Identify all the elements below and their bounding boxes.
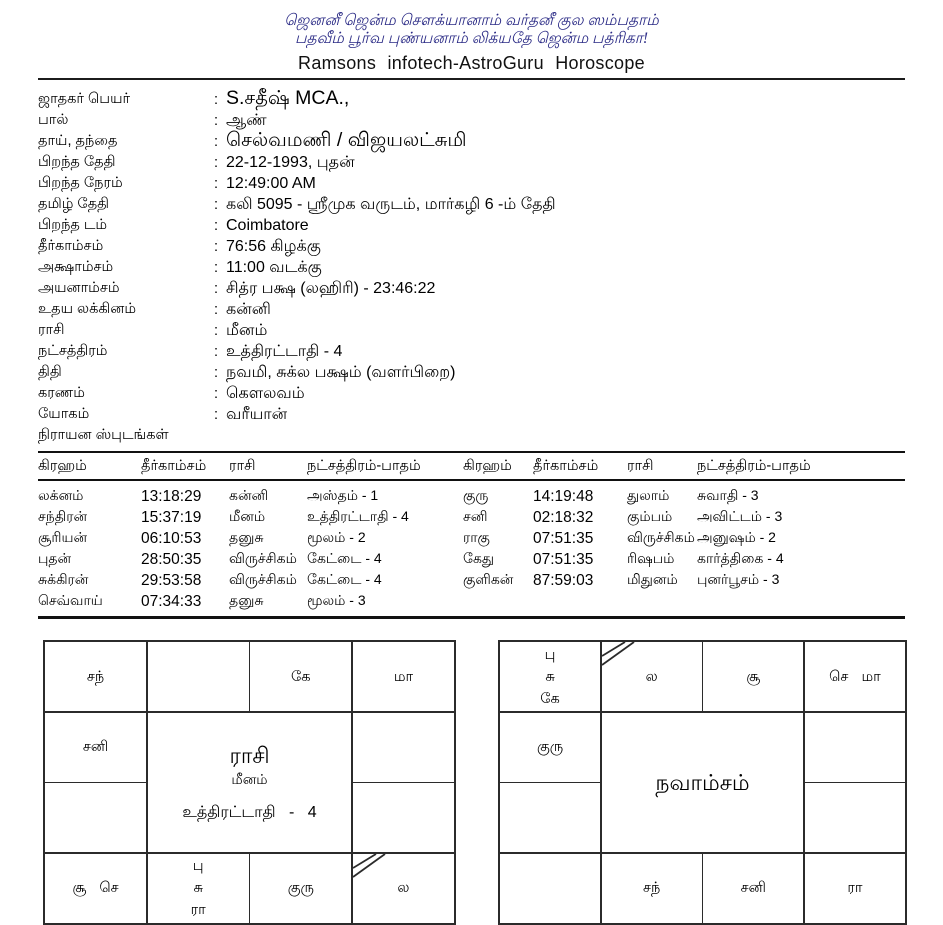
rasi-chart bbox=[43, 640, 456, 925]
planet-table-cell: மூலம் - 2 bbox=[307, 529, 366, 545]
detail-row bbox=[38, 362, 943, 383]
planet-table-cell: கும்பம் bbox=[627, 508, 673, 524]
detail-label: பிறந்த டம் bbox=[38, 216, 108, 233]
planet-table-cell: ரிஷபம் bbox=[627, 550, 675, 566]
detail-row bbox=[38, 299, 943, 320]
planet-table-cell: செவ்வாய் bbox=[38, 592, 103, 608]
charts-row bbox=[43, 640, 943, 925]
detail-colon: : bbox=[214, 91, 219, 108]
chart-cell-r3c4 bbox=[353, 783, 454, 852]
planet-table-cell: லக்னம் bbox=[38, 487, 84, 503]
planet-table-cell bbox=[463, 591, 533, 612]
detail-label: கரணம் bbox=[38, 384, 85, 401]
planet-table-cell: புனர்பூசம் - 3 bbox=[697, 571, 780, 587]
planet-table-cell: கேது bbox=[463, 550, 495, 566]
planet-table-cell: 29:53:58 bbox=[141, 571, 202, 589]
chart-cell-text: ல bbox=[645, 668, 658, 685]
chart-cell-r1c4 bbox=[353, 642, 454, 711]
detail-label: தமிழ் தேதி bbox=[38, 195, 110, 212]
chart-cell-r1c1 bbox=[500, 642, 600, 711]
planet-table-cell bbox=[627, 591, 697, 612]
chart-cell-r3c4 bbox=[805, 783, 905, 852]
chart-cell-text: கே bbox=[291, 668, 311, 685]
chart-cell-text: சந் bbox=[643, 880, 661, 897]
planet-table-cell: 06:10:53 bbox=[141, 529, 202, 547]
chart-cell-r4c1 bbox=[45, 854, 146, 923]
planet-table-header-cell: ராசி bbox=[627, 453, 697, 481]
planet-table-cell: கேட்டை - 4 bbox=[307, 550, 382, 566]
detail-value: வரீயான் bbox=[226, 405, 288, 423]
detail-colon: : bbox=[214, 364, 219, 381]
planet-table-cell: 28:50:35 bbox=[141, 550, 202, 568]
detail-row bbox=[38, 236, 943, 257]
detail-colon: : bbox=[214, 196, 219, 213]
detail-label: அக்ஷாம்சம் bbox=[38, 258, 114, 275]
detail-label: யோகம் bbox=[38, 405, 90, 422]
chart-cell-text: சூ செ bbox=[72, 880, 119, 897]
detail-value: கௌலவம் bbox=[226, 384, 305, 402]
detail-row bbox=[38, 404, 943, 425]
chart-cell-text: ரா bbox=[190, 902, 206, 919]
planet-table-header-cell: கிரஹம் bbox=[38, 453, 141, 481]
chart-cell-r4c2 bbox=[148, 854, 249, 923]
detail-label: தீர்காம்சம் bbox=[38, 237, 104, 254]
detail-label: தாய், தந்தை bbox=[38, 132, 118, 149]
detail-colon: : bbox=[214, 343, 219, 360]
planet-table-cell: மீனம் bbox=[229, 508, 266, 524]
chart-cell-text: சனி bbox=[82, 739, 109, 756]
detail-value: 76:56 கிழக்கு bbox=[226, 237, 321, 255]
planet-table-cell: கேட்டை - 4 bbox=[307, 571, 382, 587]
detail-value: ஆண் bbox=[226, 111, 267, 129]
chart-cell-r4c4 bbox=[805, 854, 905, 923]
planet-table-cell: குரு bbox=[463, 487, 489, 503]
detail-label: ராசி bbox=[38, 321, 65, 338]
chart-cell-text: சு bbox=[545, 668, 555, 685]
detail-value: செல்வமணி / விஜயலட்சுமி bbox=[226, 129, 467, 151]
chart-cell-text: குரு bbox=[287, 880, 314, 897]
detail-value: மீனம் bbox=[226, 321, 268, 339]
detail-row bbox=[38, 320, 943, 341]
chart-center-text: மீனம் bbox=[231, 770, 268, 787]
planet-table-cell: ராகு bbox=[463, 529, 490, 545]
planet-table-cell: சூரியன் bbox=[38, 529, 88, 545]
page-title: Ramsons infotech-AstroGuru Horoscope bbox=[298, 53, 645, 73]
planet-table-cell: கன்னி bbox=[229, 487, 269, 503]
planet-table-cell: அவிட்டம் - 3 bbox=[697, 508, 783, 524]
birth-details-list bbox=[38, 89, 943, 446]
chart-cell-r3c1 bbox=[45, 783, 146, 852]
chart-cell-text: குரு bbox=[536, 739, 564, 756]
chart-cell-r2c4 bbox=[353, 713, 454, 782]
chart-center-text: உத்திரட்டாதி - 4 bbox=[182, 803, 317, 821]
invocation-line-2: பதவீம் பூர்வ புண்யனாம் லிக்யதே ஜென்ம பத்ரிகா! bbox=[294, 30, 649, 47]
planet-table-cell: 07:51:35 bbox=[533, 550, 594, 568]
chart-cell-text: பு bbox=[192, 858, 204, 875]
planet-table-cell: 07:34:33 bbox=[141, 592, 202, 610]
detail-colon: : bbox=[214, 406, 219, 423]
title-divider bbox=[38, 78, 905, 80]
planet-table-cell: 14:19:48 bbox=[533, 487, 594, 505]
planet-table-header-cell: நட்சத்திரம்-பாதம் bbox=[697, 453, 905, 481]
detail-row bbox=[38, 131, 943, 152]
chart-cell-r4c4 bbox=[353, 854, 454, 923]
invocation-block bbox=[0, 0, 943, 48]
detail-label: திதி bbox=[38, 363, 62, 380]
detail-label: அயனாம்சம் bbox=[38, 279, 120, 296]
detail-colon: : bbox=[214, 238, 219, 255]
planet-table-cell: குளிகன் bbox=[463, 571, 514, 587]
detail-row bbox=[38, 110, 943, 131]
planet-table-header-cell: ராசி bbox=[229, 453, 307, 481]
planet-table-cell: சந்திரன் bbox=[38, 508, 88, 524]
chart-cell-r1c2 bbox=[148, 642, 249, 711]
chart-cell-r2c1 bbox=[500, 713, 600, 782]
detail-row bbox=[38, 257, 943, 278]
planet-table-cell: துலாம் bbox=[627, 487, 670, 503]
detail-row bbox=[38, 215, 943, 236]
planet-table-cell bbox=[697, 591, 905, 612]
planet-table-cell: விருச்சிகம் bbox=[229, 550, 297, 566]
chart-center-text: நவாம்சம் bbox=[655, 769, 750, 795]
detail-value: கன்னி bbox=[226, 300, 271, 318]
planet-table-cell bbox=[533, 591, 627, 612]
invocation-line-1: ஜெனனீ ஜென்ம சௌக்யானாம் வர்தனீ குல ஸம்பதாம் bbox=[284, 12, 659, 29]
planet-table-cell: தனுசு bbox=[229, 592, 264, 608]
chart-cell-text: கே bbox=[540, 690, 560, 707]
navamsa-chart bbox=[498, 640, 907, 925]
detail-value: உத்திரட்டாதி - 4 bbox=[226, 342, 343, 360]
detail-value: Coimbatore bbox=[226, 216, 309, 234]
planet-table-cell: அஸ்தம் - 1 bbox=[307, 487, 379, 503]
planet-table-cell: 13:18:29 bbox=[141, 487, 202, 505]
chart-cell-r2c1 bbox=[45, 713, 146, 782]
detail-label: பிறந்த நேரம் bbox=[38, 174, 123, 191]
detail-colon: : bbox=[214, 322, 219, 339]
chart-cell-r4c1 bbox=[500, 854, 600, 923]
planet-table-header-cell: தீர்காம்சம் bbox=[141, 453, 229, 481]
detail-colon: : bbox=[214, 154, 219, 171]
detail-row bbox=[38, 383, 943, 404]
chart-cell-r1c2 bbox=[602, 642, 702, 711]
detail-colon: : bbox=[214, 385, 219, 402]
chart-center bbox=[148, 713, 352, 853]
detail-value: நவமி, சுக்ல பக்ஷம் (வளர்பிறை) bbox=[226, 363, 456, 381]
detail-label: நட்சத்திரம் bbox=[38, 342, 108, 359]
detail-value: சித்ர பக்ஷ (லஹிரி) - 23:46:22 bbox=[226, 279, 436, 297]
detail-row bbox=[38, 194, 943, 215]
planet-table-cell: 07:51:35 bbox=[533, 529, 594, 547]
detail-colon: : bbox=[214, 280, 219, 297]
chart-cell-text: சு bbox=[193, 880, 203, 897]
planet-table-cell: மிதுனம் bbox=[627, 571, 678, 587]
detail-colon: : bbox=[214, 301, 219, 318]
chart-cell-r4c3 bbox=[703, 854, 803, 923]
planet-table-cell: சுவாதி - 3 bbox=[697, 487, 759, 503]
planet-table-cell: சுக்கிரன் bbox=[38, 571, 89, 587]
chart-cell-text: மா bbox=[393, 668, 414, 685]
detail-value: S.சதீஷ் MCA., bbox=[226, 87, 350, 109]
detail-colon: : bbox=[214, 217, 219, 234]
chart-center bbox=[602, 713, 804, 853]
details-section-label-row bbox=[38, 425, 943, 446]
detail-value: 12:49:00 AM bbox=[226, 174, 316, 192]
planet-table-cell: புதன் bbox=[38, 550, 72, 566]
detail-colon: : bbox=[214, 133, 219, 150]
detail-row bbox=[38, 341, 943, 362]
chart-cell-text: சனி bbox=[740, 880, 766, 897]
chart-cell-r1c1 bbox=[45, 642, 146, 711]
chart-cell-r2c4 bbox=[805, 713, 905, 782]
planet-table-cell: 87:59:03 bbox=[533, 571, 594, 589]
planet-table-cell: அனுஷம் - 2 bbox=[697, 529, 776, 545]
planet-table-cell: விருச்சிகம் bbox=[229, 571, 297, 587]
detail-row bbox=[38, 89, 943, 110]
planet-table-cell: உத்திரட்டாதி - 4 bbox=[307, 508, 409, 524]
detail-colon: : bbox=[214, 112, 219, 129]
detail-row bbox=[38, 173, 943, 194]
chart-cell-r3c1 bbox=[500, 783, 600, 852]
lagna-marker-icon bbox=[602, 642, 638, 668]
detail-label: பால் bbox=[38, 111, 69, 128]
chart-cell-r4c3 bbox=[250, 854, 351, 923]
detail-colon: : bbox=[214, 259, 219, 276]
planet-table-header-cell: தீர்காம்சம் bbox=[533, 453, 627, 481]
chart-cell-text: ல bbox=[397, 880, 410, 897]
detail-label: ஜாதகர் பெயர் bbox=[38, 90, 131, 107]
chart-cell-text: செ மா bbox=[829, 668, 881, 685]
chart-cell-text: சந் bbox=[86, 668, 105, 685]
chart-cell-r1c3 bbox=[250, 642, 351, 711]
chart-cell-r1c3 bbox=[703, 642, 803, 711]
planet-table-cell: 02:18:32 bbox=[533, 508, 594, 526]
detail-label: பிறந்த தேதி bbox=[38, 153, 116, 170]
chart-cell-r4c2 bbox=[602, 854, 702, 923]
planet-table-cell: 15:37:19 bbox=[141, 508, 202, 526]
planet-table-header-cell: கிரஹம் bbox=[463, 453, 533, 481]
detail-label: உதய லக்கினம் bbox=[38, 300, 136, 317]
detail-label: நிராயன ஸ்புடங்கள் bbox=[38, 426, 169, 443]
lagna-marker-icon bbox=[353, 854, 389, 880]
planet-table-cell: தனுசு bbox=[229, 529, 264, 545]
detail-value: 22-12-1993, புதன் bbox=[226, 153, 355, 171]
detail-row bbox=[38, 278, 943, 299]
detail-value: கலி 5095 - ஸ்ரீமுக வருடம், மார்கழி 6 -ம் தேதி bbox=[226, 195, 556, 213]
chart-cell-r1c4 bbox=[805, 642, 905, 711]
detail-value: 11:00 வடக்கு bbox=[226, 258, 322, 276]
planet-table-cell: சனி bbox=[463, 508, 488, 524]
chart-cell-text: ரா bbox=[847, 880, 863, 897]
detail-colon: : bbox=[214, 175, 219, 192]
chart-cell-text: பு bbox=[544, 646, 556, 663]
chart-cell-text: சூ bbox=[746, 668, 761, 685]
chart-center-text: ராசி bbox=[229, 742, 270, 768]
planet-table-cell: விருச்சிகம் bbox=[627, 529, 695, 545]
planet-table-cell: கார்த்திகை - 4 bbox=[697, 550, 784, 566]
planet-table-cell: மூலம் - 3 bbox=[307, 592, 366, 608]
detail-row bbox=[38, 152, 943, 173]
planet-table-header-cell: நட்சத்திரம்-பாதம் bbox=[307, 453, 463, 481]
planet-positions-table bbox=[38, 451, 905, 619]
